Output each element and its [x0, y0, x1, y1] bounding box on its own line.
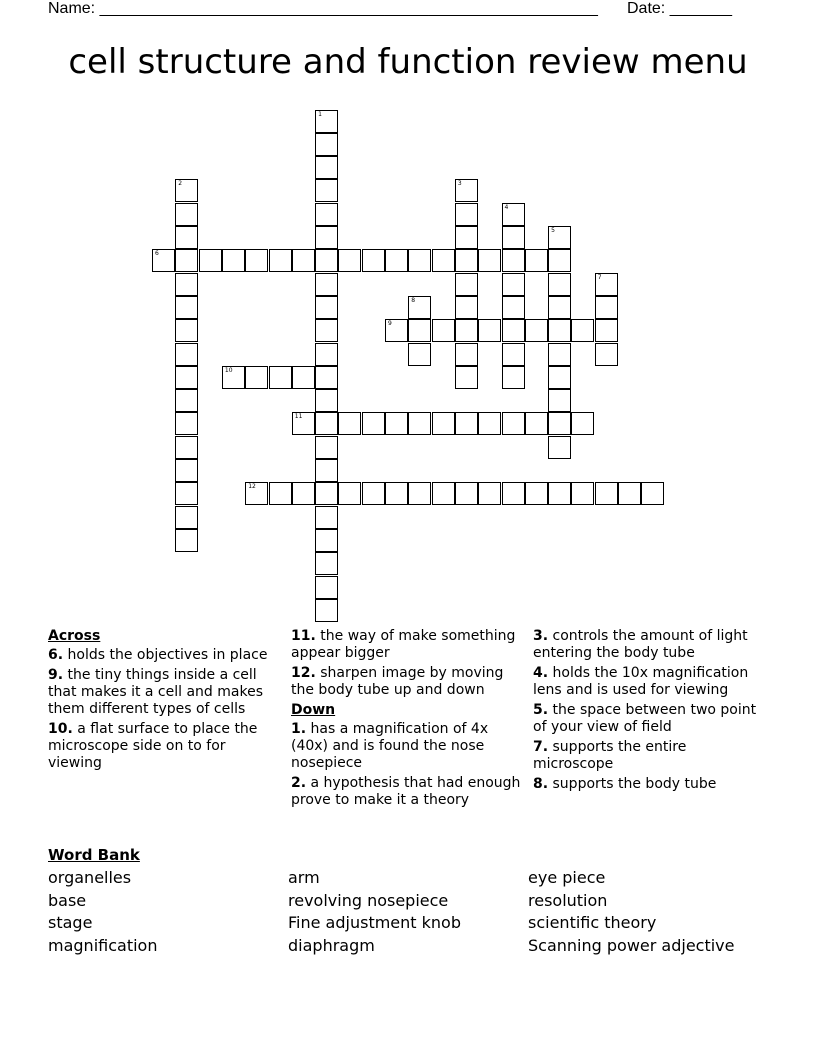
crossword-cell[interactable] — [315, 249, 338, 272]
crossword-cell[interactable] — [175, 436, 198, 459]
crossword-cell[interactable] — [222, 366, 245, 389]
crossword-cell[interactable] — [362, 412, 385, 435]
clue-number: 2. — [291, 775, 307, 791]
crossword-cell[interactable] — [455, 179, 478, 202]
clue-across-12 — [291, 665, 521, 699]
crossword-cell[interactable] — [548, 366, 571, 389]
crossword-cell[interactable] — [175, 482, 198, 505]
word-bank-item: magnification — [48, 936, 158, 955]
word-bank-item: organelles — [48, 868, 132, 887]
crossword-cell[interactable] — [548, 319, 571, 342]
cell-number: 5 — [551, 227, 555, 234]
cell-number: 1 — [318, 110, 322, 118]
crossword-cell[interactable] — [315, 389, 338, 412]
clue-text: the way of make something appear bigger — [291, 628, 516, 661]
clues-column-2 — [291, 628, 521, 812]
crossword-cell[interactable] — [595, 319, 618, 342]
clue-text: supports the body tube — [552, 776, 717, 792]
crossword-cell[interactable] — [548, 343, 571, 366]
crossword-cell[interactable] — [502, 343, 525, 366]
word-bank-item: Fine adjustment knob — [288, 913, 461, 932]
crossword-cell[interactable] — [548, 249, 571, 272]
crossword-cell[interactable] — [455, 319, 478, 342]
crossword-cell[interactable] — [175, 506, 198, 529]
clue-text: the space between two point of your view of field — [533, 702, 757, 735]
crossword-cell[interactable] — [245, 482, 268, 505]
crossword-cell[interactable] — [478, 412, 501, 435]
crossword-cell[interactable] — [502, 319, 525, 342]
crossword-cell[interactable] — [175, 529, 198, 552]
crossword-cell[interactable] — [152, 249, 175, 272]
crossword-cell[interactable] — [315, 412, 338, 435]
crossword-cell[interactable] — [315, 203, 338, 226]
crossword-cell[interactable] — [175, 226, 198, 249]
word-bank-item: base — [48, 891, 87, 910]
clues-column-1 — [48, 628, 280, 775]
clue-number: 7. — [533, 739, 549, 755]
clue-number: 10. — [48, 721, 73, 737]
crossword-cell[interactable] — [292, 482, 315, 505]
crossword-cell[interactable] — [175, 459, 198, 482]
cell-number: 11 — [294, 413, 303, 421]
word-bank-item: revolving nosepiece — [288, 891, 449, 910]
word-bank-item: scientific theory — [528, 913, 657, 932]
cell-number: 10 — [224, 366, 233, 374]
clue-text: holds the 10x magnification lens and is used for viewing — [533, 665, 749, 698]
crossword-cell[interactable] — [478, 482, 501, 505]
clue-down-3 — [533, 628, 769, 662]
crossword-cell[interactable] — [315, 599, 338, 622]
crossword-cell[interactable] — [595, 343, 618, 366]
clue-number: 11. — [291, 628, 316, 644]
clue-text: has a magnification of 4x (40x) and is found the nose nosepiece — [291, 721, 489, 771]
clue-text: the tiny things inside a cell that makes it a cell and makes them different types of cells — [48, 667, 263, 717]
word-bank-item: arm — [288, 868, 320, 887]
crossword-cell[interactable] — [641, 482, 664, 505]
crossword-cell[interactable] — [362, 249, 385, 272]
crossword-cell[interactable] — [315, 296, 338, 319]
crossword-cell[interactable] — [385, 249, 408, 272]
clue-text: a flat surface to place the microscope side on to for viewing — [48, 721, 258, 771]
clue-number: 1. — [291, 721, 307, 737]
crossword-cell[interactable] — [432, 412, 455, 435]
crossword-cell[interactable] — [175, 389, 198, 412]
crossword-cell[interactable] — [525, 412, 548, 435]
crossword-cell[interactable] — [315, 576, 338, 599]
crossword-cell[interactable] — [571, 319, 594, 342]
clue-across-11 — [291, 628, 521, 662]
crossword-cell[interactable] — [595, 296, 618, 319]
crossword-cell[interactable] — [292, 366, 315, 389]
crossword-cell[interactable] — [478, 319, 501, 342]
down-heading: Down — [291, 702, 336, 718]
crossword-cell[interactable] — [455, 249, 478, 272]
cell-number: 3 — [457, 180, 462, 188]
crossword-cell[interactable] — [571, 482, 594, 505]
crossword-cell[interactable] — [595, 273, 618, 296]
crossword-cell[interactable] — [525, 482, 548, 505]
crossword-cell[interactable] — [385, 412, 408, 435]
clue-text: a hypothesis that had enough prove to make it a theory — [291, 775, 521, 808]
name-field-label: Name: ________________________________________________________ — [48, 0, 598, 17]
clue-number: 3. — [533, 628, 549, 644]
page-title: cell structure and function review menu — [68, 42, 748, 82]
clue-down-4 — [533, 665, 769, 699]
clue-text: sharpen image by moving the body tube up and down — [291, 665, 504, 698]
crossword-cell[interactable] — [548, 436, 571, 459]
crossword-cell[interactable] — [269, 482, 292, 505]
clue-text: supports the entire microscope — [533, 739, 687, 772]
clue-across-10 — [48, 721, 280, 772]
across-heading: Across — [48, 628, 101, 644]
crossword-cell[interactable] — [222, 249, 245, 272]
clues-column-3 — [533, 628, 769, 796]
crossword-cell[interactable] — [385, 482, 408, 505]
crossword-cell[interactable] — [338, 412, 361, 435]
crossword-cell[interactable] — [315, 436, 338, 459]
cell-number: 8 — [411, 296, 416, 304]
crossword-cell[interactable] — [175, 249, 198, 272]
crossword-cell[interactable] — [548, 226, 571, 249]
clue-text: holds the objectives in place — [67, 647, 268, 663]
crossword-cell[interactable] — [595, 482, 618, 505]
crossword-cell[interactable] — [245, 366, 268, 389]
clue-down-7 — [533, 739, 769, 773]
crossword-cell[interactable] — [548, 412, 571, 435]
crossword-cell[interactable] — [455, 412, 478, 435]
crossword-cell[interactable] — [315, 179, 338, 202]
crossword-cell[interactable] — [315, 506, 338, 529]
crossword-cell[interactable] — [408, 482, 431, 505]
cell-number: 7 — [597, 273, 602, 281]
word-bank-title: Word Bank — [48, 846, 140, 864]
cell-number: 9 — [388, 320, 392, 328]
crossword-cell[interactable] — [175, 319, 198, 342]
crossword-cell[interactable] — [455, 482, 478, 505]
cell-number: 12 — [248, 483, 256, 491]
word-bank-item: eye piece — [528, 868, 606, 887]
crossword-cell[interactable] — [175, 366, 198, 389]
crossword-cell[interactable] — [292, 412, 315, 435]
crossword-cell[interactable] — [175, 179, 198, 202]
crossword-cell[interactable] — [315, 110, 338, 133]
crossword-cell[interactable] — [502, 366, 525, 389]
cell-number: 2 — [178, 180, 183, 188]
crossword-cell[interactable] — [385, 319, 408, 342]
crossword-cell[interactable] — [175, 412, 198, 435]
crossword-cell[interactable] — [408, 412, 431, 435]
word-bank-item: diaphragm — [288, 936, 375, 955]
crossword-cell[interactable] — [175, 343, 198, 366]
crossword-cell[interactable] — [478, 249, 501, 272]
crossword-cell[interactable] — [315, 552, 338, 575]
clue-text: controls the amount of light entering the body tube — [533, 628, 748, 661]
clue-number: 4. — [533, 665, 549, 681]
word-bank-item: Scanning power adjective — [528, 936, 735, 955]
crossword-cell[interactable] — [315, 366, 338, 389]
crossword-cell[interactable] — [408, 249, 431, 272]
crossword-cell[interactable] — [245, 249, 268, 272]
crossword-cell[interactable] — [315, 529, 338, 552]
crossword-cell[interactable] — [502, 273, 525, 296]
clue-number: 8. — [533, 776, 549, 792]
clue-number: 12. — [291, 665, 316, 681]
crossword-cell[interactable] — [432, 249, 455, 272]
crossword-cell[interactable] — [315, 226, 338, 249]
clue-number: 5. — [533, 702, 549, 718]
crossword-cell[interactable] — [455, 296, 478, 319]
clue-down-8 — [533, 776, 769, 793]
crossword-cell[interactable] — [408, 296, 431, 319]
crossword-cell[interactable] — [548, 273, 571, 296]
crossword-cell[interactable] — [362, 482, 385, 505]
clue-down-1 — [291, 721, 521, 772]
crossword-cell[interactable] — [269, 366, 292, 389]
crossword-cell[interactable] — [502, 296, 525, 319]
crossword-cell[interactable] — [432, 482, 455, 505]
crossword-cell[interactable] — [525, 249, 548, 272]
crossword-cell[interactable] — [338, 482, 361, 505]
crossword-cell[interactable] — [455, 203, 478, 226]
crossword-cell[interactable] — [455, 366, 478, 389]
crossword-cell[interactable] — [502, 482, 525, 505]
crossword-cell[interactable] — [315, 156, 338, 179]
crossword-cell[interactable] — [175, 296, 198, 319]
crossword-cell[interactable] — [525, 319, 548, 342]
crossword-cell[interactable] — [175, 273, 198, 296]
cell-number: 4 — [504, 203, 509, 211]
clue-across-9 — [48, 667, 280, 718]
crossword-cell[interactable] — [315, 343, 338, 366]
crossword-cell[interactable] — [315, 459, 338, 482]
crossword-cell[interactable] — [338, 249, 361, 272]
crossword-cell[interactable] — [618, 482, 641, 505]
crossword-cell[interactable] — [502, 226, 525, 249]
crossword-cell[interactable] — [455, 343, 478, 366]
clue-number: 9. — [48, 667, 64, 683]
crossword-cell[interactable] — [455, 273, 478, 296]
crossword-cell[interactable] — [571, 412, 594, 435]
clue-number: 6. — [48, 647, 64, 663]
crossword-cell[interactable] — [315, 273, 338, 296]
crossword-cell[interactable] — [548, 296, 571, 319]
crossword-cell[interactable] — [175, 203, 198, 226]
clue-down-2 — [291, 775, 521, 809]
crossword-cell[interactable] — [315, 319, 338, 342]
crossword-cell[interactable] — [269, 249, 292, 272]
clue-down-5 — [533, 702, 769, 736]
cell-number: 6 — [155, 250, 159, 258]
crossword-cell[interactable] — [199, 249, 222, 272]
crossword-cell[interactable] — [502, 249, 525, 272]
crossword-cell[interactable] — [548, 389, 571, 412]
clue-across-6 — [48, 647, 280, 664]
crossword-cell[interactable] — [432, 319, 455, 342]
crossword-cell[interactable] — [315, 133, 338, 156]
crossword-cell[interactable] — [502, 203, 525, 226]
crossword-cell[interactable] — [455, 226, 478, 249]
word-bank-item: stage — [48, 913, 93, 932]
crossword-cell[interactable] — [315, 482, 338, 505]
word-bank-item: resolution — [528, 891, 608, 910]
crossword-cell[interactable] — [408, 319, 431, 342]
crossword-cell[interactable] — [548, 482, 571, 505]
crossword-cell[interactable] — [292, 249, 315, 272]
date-field-label: Date: _______ — [627, 0, 732, 17]
crossword-cell[interactable] — [408, 343, 431, 366]
crossword-cell[interactable] — [502, 412, 525, 435]
